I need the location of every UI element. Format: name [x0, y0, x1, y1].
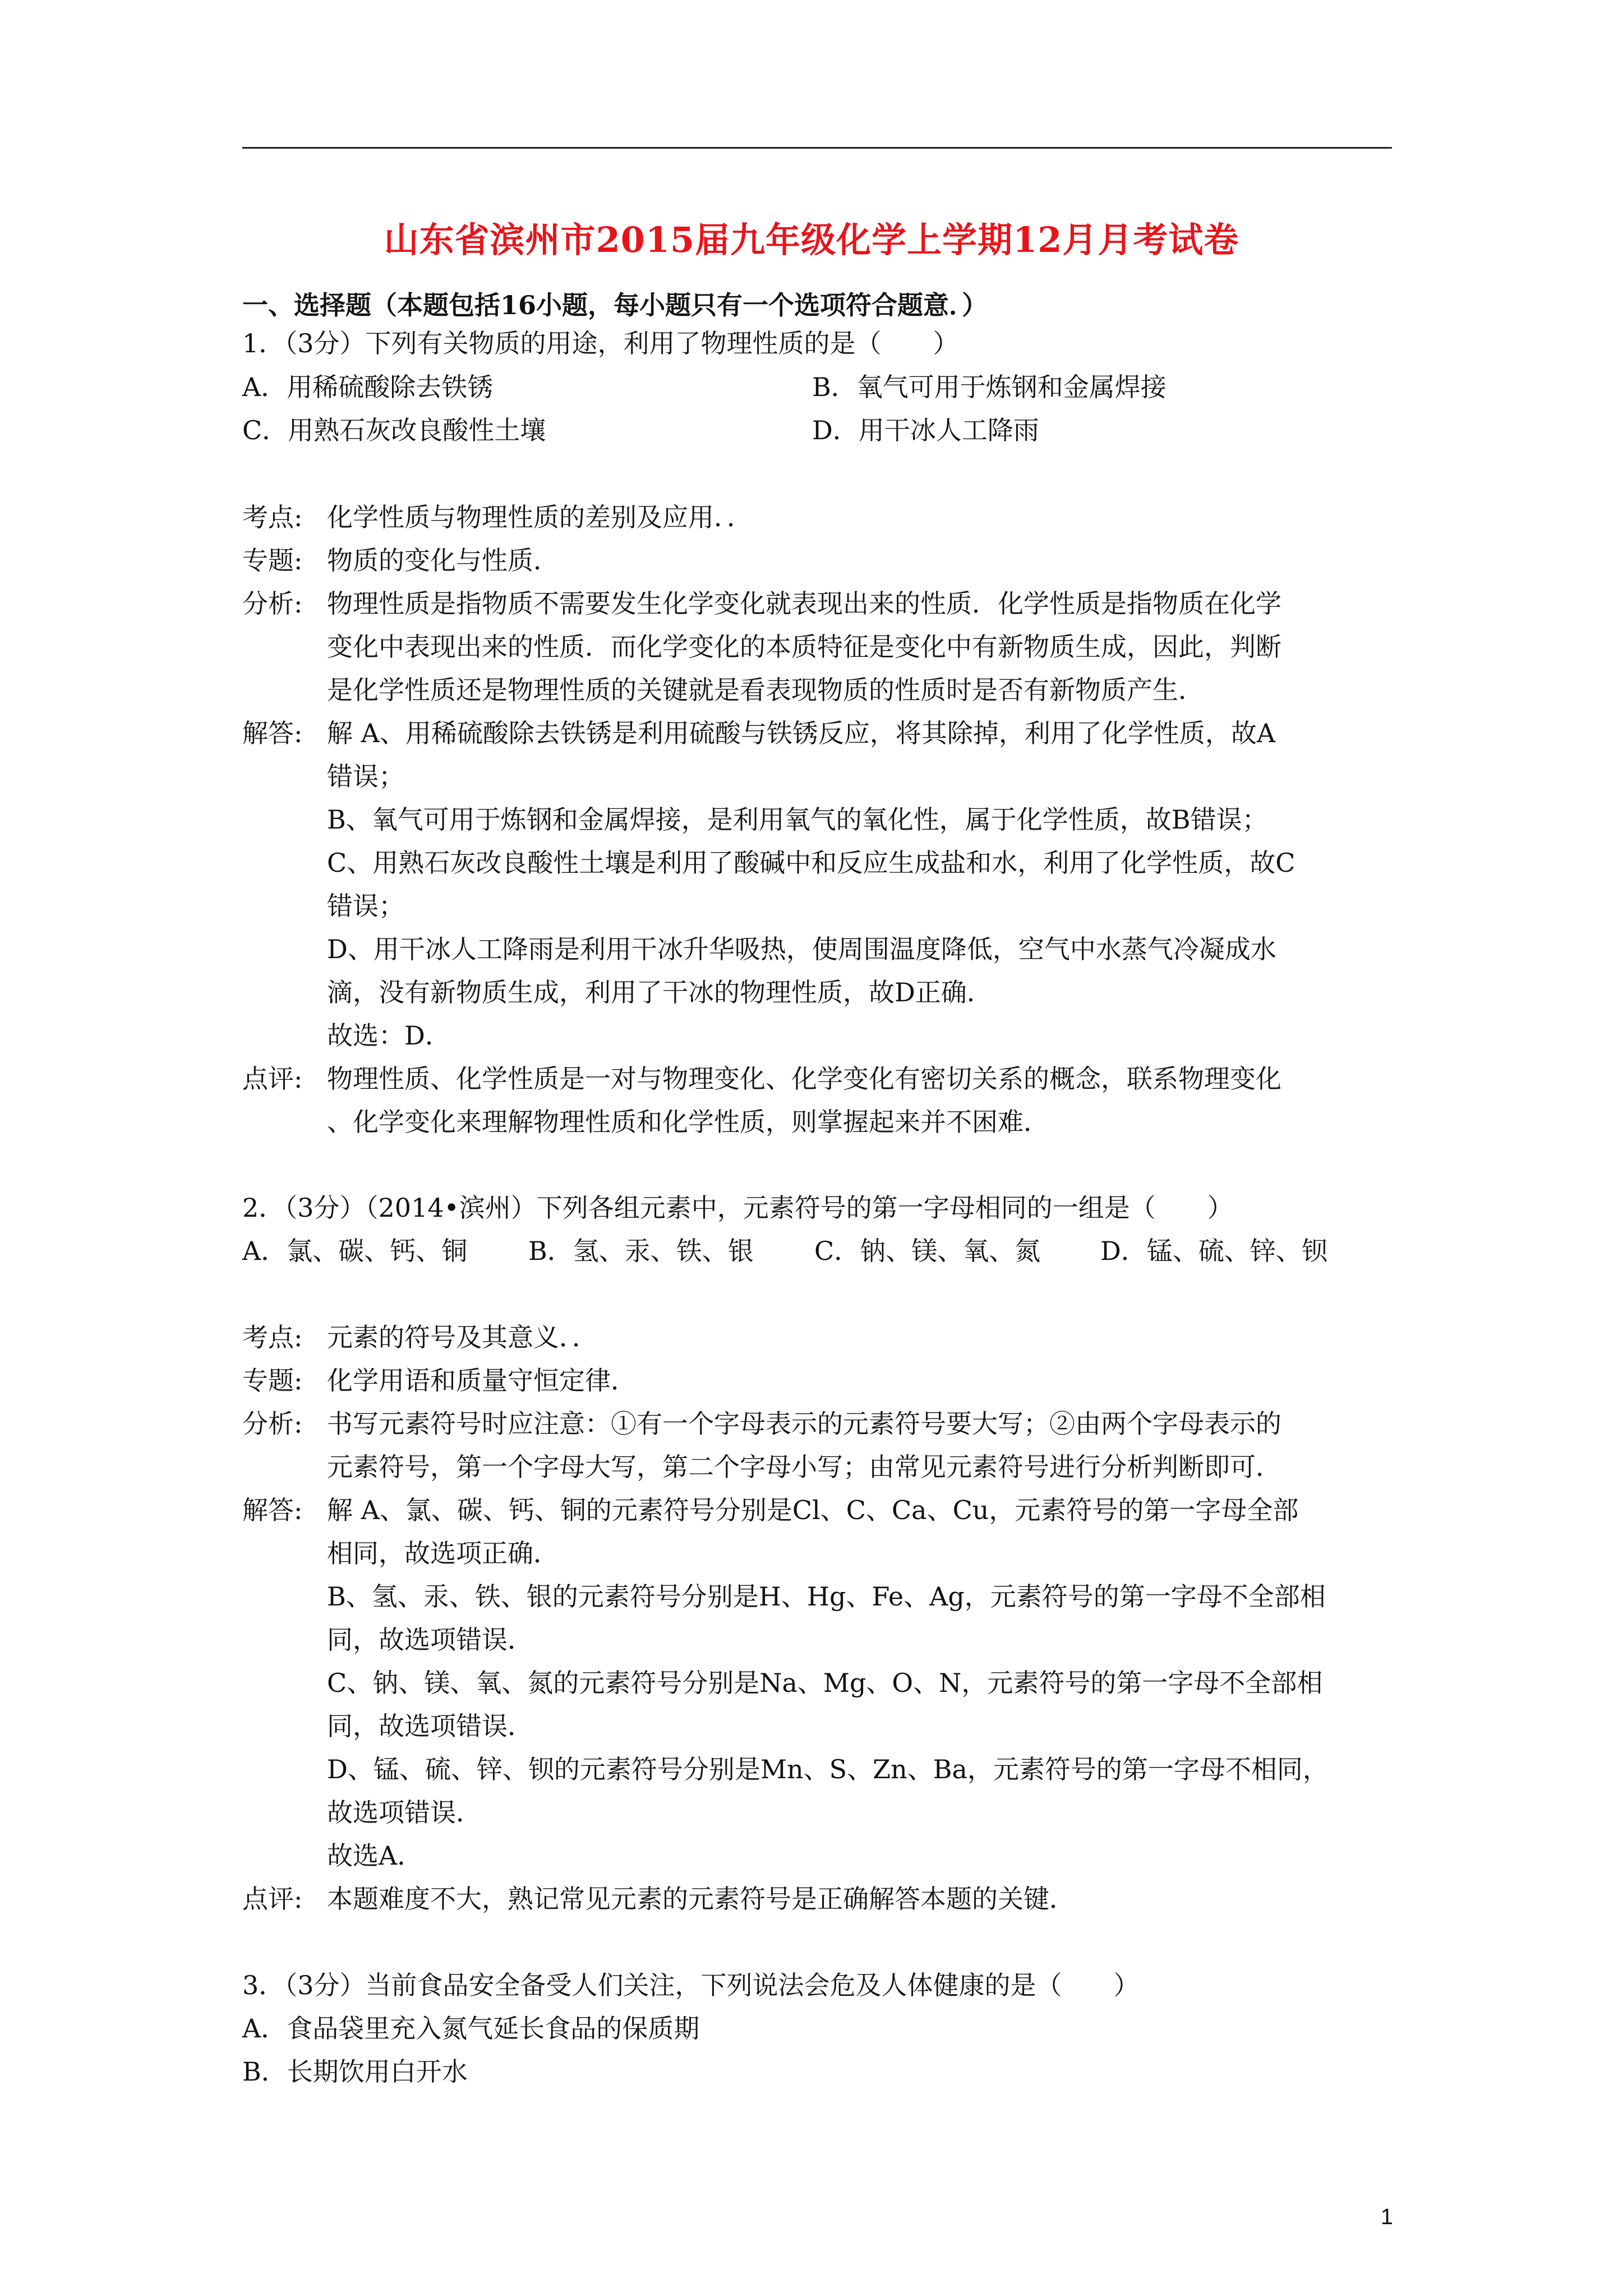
page-number: 1 — [1380, 2205, 1393, 2229]
q1-jieda-line: 滴，没有新物质生成，利用了干冰的物理性质，故D正确． — [327, 977, 993, 1007]
q1-dianping-label: 点评: — [242, 1064, 303, 1094]
q3-stem: 3．（3分）当前食品安全备受人们关注，下列说法会危及人体健康的是（ ） — [242, 1970, 1140, 2000]
q2-option-c: C．钠、镁、氧、氮 — [814, 1236, 1041, 1266]
q1-kaodian-label: 考点: — [242, 502, 303, 532]
q2-kaodian: 元素的符号及其意义．． — [327, 1322, 598, 1352]
q2-zhuanti-label: 专题: — [242, 1365, 303, 1396]
q2-jieda-line: 故选项错误． — [327, 1797, 482, 1828]
q2-fenxi-line: 元素符号，第一个字母大写，第二个字母小写；由常见元素符号进行分析判断即可． — [327, 1452, 1281, 1482]
q2-jieda-line: 同，故选项错误． — [327, 1711, 533, 1741]
q1-zhuanti: 物质的变化与性质． — [327, 545, 559, 576]
q1-jieda-label: 解答: — [242, 718, 303, 748]
q2-dianping-line: 本题难度不大，熟记常见元素的元素符号是正确解答本题的关键． — [327, 1884, 1075, 1914]
q2-jieda-line: B、氢、汞、铁、银的元素符号分别是H、Hg、Fe、Ag，元素符号的第一字母不全部相 — [327, 1581, 1326, 1612]
q2-dianping-label: 点评: — [242, 1884, 303, 1914]
q1-fenxi-line: 是化学性质还是物理性质的关键就是看表现物质的性质时是否有新物质产生． — [327, 675, 1204, 705]
q1-fenxi-label: 分析: — [242, 588, 303, 619]
q2-option-d: D．锰、硫、锌、钡 — [1100, 1236, 1327, 1266]
q1-option-c: C．用熟石灰改良酸性土壤 — [242, 415, 546, 445]
exam-title: 山东省滨州市2015届九年级化学上学期12月月考试卷 — [384, 219, 1239, 260]
q1-option-d: D．用干冰人工降雨 — [812, 415, 1039, 445]
q1-fenxi-line: 变化中表现出来的性质．而化学变化的本质特征是变化中有新物质生成，因此，判断 — [327, 632, 1281, 662]
q1-dianping-line: 、化学变化来理解物理性质和化学性质，则掌握起来并不困难． — [327, 1107, 1049, 1137]
q2-stem: 2．（3分）（2014•滨州）下列各组元素中，元素符号的第一字母相同的一组是（ ） — [242, 1193, 1233, 1223]
header-rule — [242, 147, 1392, 149]
q1-fenxi-line: 物理性质是指物质不需要发生化学变化就表现出来的性质．化学性质是指物质在化学 — [327, 588, 1281, 619]
q2-jieda-line: 同，故选项错误． — [327, 1625, 533, 1655]
q1-jieda-line: D、用干冰人工降雨是利用干冰升华吸热，使周围温度降低，空气中水蒸气冷凝成水 — [327, 934, 1276, 964]
q1-dianping-line: 物理性质、化学性质是一对与物理变化、化学变化有密切关系的概念，联系物理变化 — [327, 1064, 1281, 1094]
section-heading: 一、选择题（本题包括16小题，每小题只有一个选项符合题意．） — [242, 290, 988, 320]
q2-jieda-line: 相同，故选项正确． — [327, 1538, 559, 1568]
q1-zhuanti-label: 专题: — [242, 545, 303, 576]
q2-option-a: A．氯、碳、钙、铜 — [242, 1236, 468, 1266]
q1-option-a: A．用稀硫酸除去铁锈 — [242, 372, 494, 402]
q1-jieda-line: 故选：D． — [327, 1020, 451, 1051]
q1-jieda-line: C、用熟石灰改良酸性土壤是利用了酸碱中和反应生成盐和水，利用了化学性质，故C — [327, 848, 1295, 878]
q2-zhuanti: 化学用语和质量守恒定律． — [327, 1365, 637, 1396]
q1-stem: 1．（3分）下列有关物质的用途，利用了物理性质的是（ ） — [242, 328, 959, 358]
q2-jieda-line: 解 A、氯、碳、钙、铜的元素符号分别是Cl、C、Ca、Cu，元素符号的第一字母全部 — [327, 1495, 1299, 1525]
q1-jieda-line: 错误； — [327, 761, 404, 792]
q3-option-b: B．长期饮用白开水 — [242, 2056, 468, 2087]
q1-jieda-line: B、氧气可用于炼钢和金属焊接，是利用氧气的氧化性，属于化学性质，故B错误； — [327, 804, 1268, 835]
q2-kaodian-label: 考点: — [242, 1322, 303, 1352]
q3-option-a: A．食品袋里充入氮气延长食品的保质期 — [242, 2013, 700, 2044]
q1-option-b: B．氧气可用于炼钢和金属焊接 — [812, 372, 1166, 402]
q2-fenxi-line: 书写元素符号时应注意：①有一个字母表示的元素符号要大写；②由两个字母表示的 — [327, 1409, 1281, 1439]
q2-option-b: B．氢、汞、铁、银 — [528, 1236, 754, 1266]
q2-jieda-label: 解答: — [242, 1495, 303, 1525]
q2-jieda-line: D、锰、硫、锌、钡的元素符号分别是Mn、S、Zn、Ba，元素符号的第一字母不相同， — [327, 1754, 1329, 1784]
q2-jieda-line: C、钠、镁、氧、氮的元素符号分别是Na、Mg、O、N，元素符号的第一字母不全部相 — [327, 1668, 1323, 1698]
q1-jieda-line: 解 A、用稀硫酸除去铁锈是利用硫酸与铁锈反应，将其除掉，利用了化学性质，故A — [327, 718, 1276, 748]
q1-jieda-line: 错误； — [327, 891, 404, 921]
q2-jieda-line: 故选A． — [327, 1841, 423, 1871]
q1-kaodian: 化学性质与物理性质的差别及应用．． — [327, 502, 753, 532]
q2-fenxi-label: 分析: — [242, 1409, 303, 1439]
